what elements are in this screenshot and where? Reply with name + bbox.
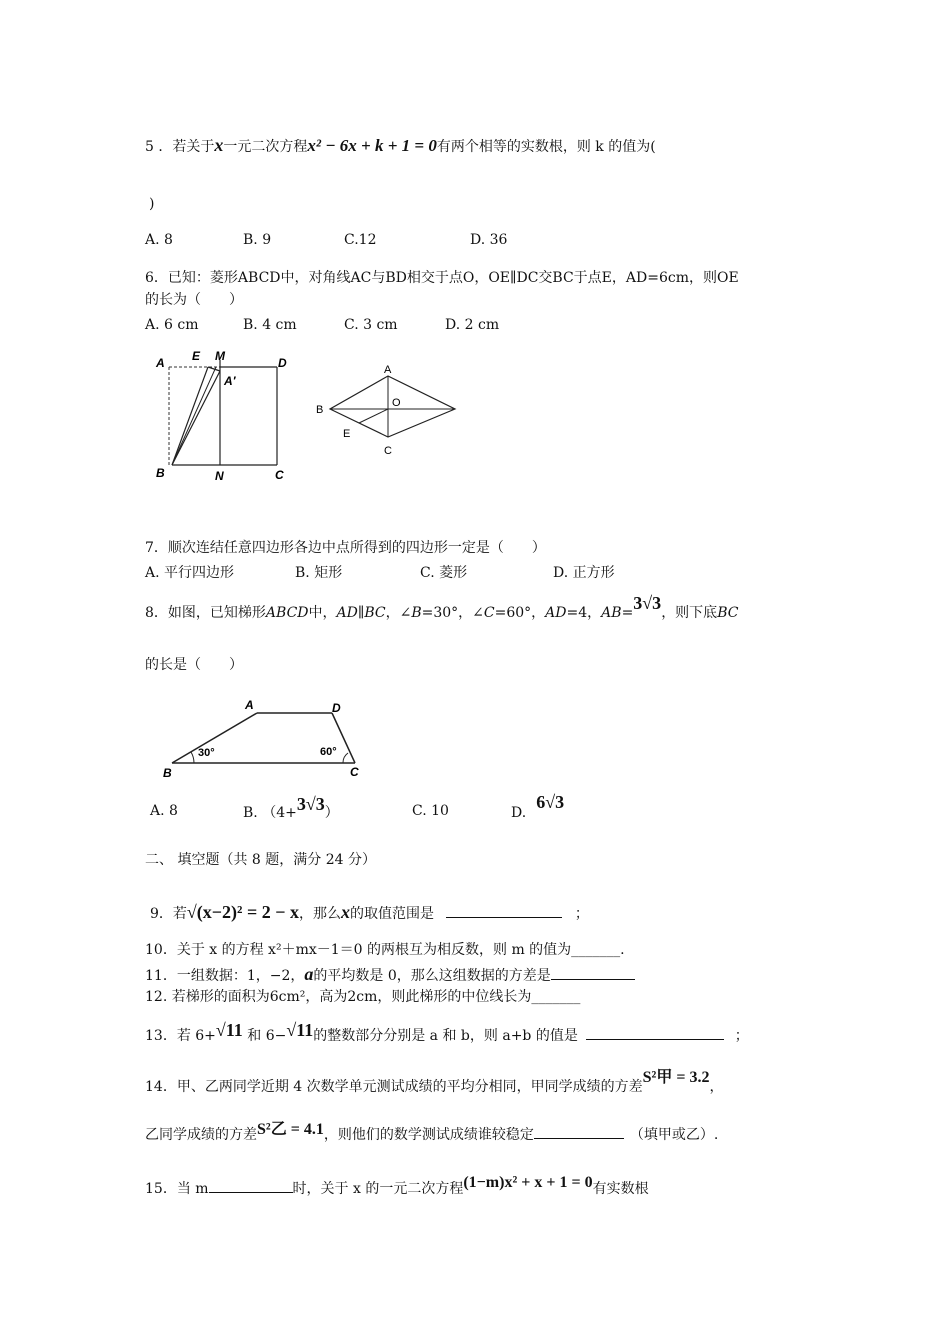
q15-equation: (1−m)x² + x + 1 = 0 [463,1174,593,1191]
q8-option-b-radical: 3√3 [296,794,325,814]
q8-text-a: 8．如图，已知梯形 [145,605,266,621]
q8-parallel: AD∥BC [336,605,386,621]
rhombus-label-o: O [392,397,401,409]
q5-var: x [214,135,224,155]
q14-text-a: 14．甲、乙两同学近期 4 次数学单元测试成绩的平均分相同，甲同学成绩的方差 [145,1079,643,1095]
q8-text-e: =60°， [494,605,546,621]
rhombus-figure [310,362,465,462]
q7-option-b: B. 矩形 [295,565,343,581]
q5-option-b: B. 9 [243,232,272,248]
q8-option-c: C. 10 [412,803,449,819]
q11-negative: − [269,968,282,984]
q14-text-d: （填甲或乙）. [629,1127,719,1143]
q13-text-a: 13．若 6+ [145,1028,216,1044]
trap-label-c: C [350,765,359,779]
q6-line2: 的长为（ ） [145,292,243,308]
q5-close-paren: ) [149,196,155,212]
q6-option-a: A. 6 cm [145,317,199,333]
q8-ad: AD [545,605,567,621]
q15-answer-blank[interactable] [209,1178,293,1193]
q7-option-d: D. 正方形 [553,565,615,581]
rhombus-label-b: B [316,404,324,416]
q13-text-d: ； [734,1028,749,1044]
q9-var: x [340,902,350,922]
q14-comma: ， [709,1079,724,1095]
q5-mid: 一元二次方程 [223,139,308,155]
q11-var: a [304,964,314,984]
q9-text-a: 9．若 [150,906,187,922]
section-2-heading: 二、 填空题（共 8 题，满分 24 分） [145,852,376,868]
rhombus-label-a: A [384,364,392,376]
q8-option-b-text: B. （4+ [243,805,297,821]
q11-answer-blank[interactable] [551,965,635,980]
q8-ab-value: 3√3 [633,593,662,613]
q8-text-d: =30°，∠ [421,605,484,621]
question-5-line [145,135,656,157]
q8-text-c: ，∠ [385,605,412,621]
q9-answer-blank[interactable] [446,903,562,918]
q13-radical-1: √11 [215,1020,243,1040]
q5-option-c: C.12 [344,232,377,248]
q11-line [145,964,635,986]
q9-line [150,902,589,924]
q11-text-a: 11．一组数据：1， [145,968,270,984]
fold-label-m: M [215,349,225,363]
q8-text-b: 中， [308,605,337,621]
q7-text: 7．顺次连结任意四边形各边中点所得到的四边形一定是（ ） [145,540,546,556]
q8-angle-b: B [411,605,422,621]
q8-option-d-letter: D. [511,805,527,821]
q15-line [145,1174,649,1199]
q6-option-d: D. 2 cm [445,317,500,333]
q8-text-g: = [621,605,634,621]
trap-angle-60: 60° [320,746,337,758]
q8-angle-c: C [483,605,495,621]
q8-option-d-radical: 6√3 [536,792,565,812]
trapezoid-figure [160,693,370,783]
q13-text-c: 的整数部分分别是 a 和 b，则 a+b 的值是 [313,1028,578,1044]
q6-line1: 6．已知：菱形ABCD中，对角线AC与BD相交于点O，OE∥DC交BC于点E，AD=6cm，则OE [145,270,739,286]
q9-text-c: 的取值范围是 [349,906,434,922]
q13-radical-2: √11 [286,1020,314,1040]
q8-option-d [511,792,565,823]
q13-answer-blank[interactable] [586,1025,724,1040]
q8-line2: 的长是（ ） [145,657,243,673]
q15-text-a: 15．当 m [145,1181,209,1197]
q9-equation: √(x−2)² = 2 − x [186,902,299,922]
fold-label-b: B [156,466,165,480]
q14-variance-yi: S²乙 = 4.1 [257,1121,324,1138]
q8-bc: BC [717,605,739,621]
q5-suffix: 有两个相等的实数根，则 k 的值为( [436,139,656,155]
trap-label-b: B [163,766,172,780]
q14-line1 [145,1069,724,1097]
q14-variance-jia: S²甲 = 3.2 [642,1069,710,1086]
rhombus-label-e: E [343,428,351,440]
q15-text-b: 时，关于 x 的一元二次方程 [292,1181,464,1197]
fold-label-n: N [215,469,224,483]
fold-figure [150,345,300,485]
q10-text: 10．关于 x 的方程 x²＋mx－1＝0 的两根互为相反数，则 m 的值为_______. [145,942,625,958]
trap-label-a: A [245,698,254,712]
fold-label-d: D [278,356,287,370]
fold-label-c: C [275,468,284,482]
q5-prefix: 5 ．若关于 [145,139,215,155]
q5-option-a: A. 8 [145,232,173,248]
q7-option-a: A. 平行四边形 [145,565,235,581]
fold-label-e: E [192,349,201,363]
q8-option-b [243,794,339,823]
q11-text-c: 的平均数是 0，那么这组数据的方差是 [313,968,551,984]
q5-option-d: D. 36 [470,232,508,248]
q6-option-c: C. 3 cm [344,317,398,333]
q13-line [145,1020,749,1046]
q11-text-b: 2， [281,968,305,984]
q6-option-b: B. 4 cm [243,317,297,333]
q14-line2 [145,1121,719,1145]
q8-abcd: ABCD [265,605,309,621]
q5-equation: x² − 6x + k + 1 = 0 [307,136,437,155]
q8-ab: AB [601,605,622,621]
q9-text-b: ，那么 [298,906,341,922]
q9-text-d: ； [574,906,589,922]
fold-label-a: A [156,356,165,370]
q14-text-c: ，则他们的数学测试成绩谁较稳定 [323,1127,534,1143]
q13-text-b: 和 6− [247,1028,287,1044]
q15-text-c: 有实数根 [592,1181,649,1197]
q7-option-c: C. 菱形 [420,565,468,581]
trap-label-d: D [332,701,341,715]
fold-label-a-prime: A′ [224,374,236,388]
q8-text-f: =4， [566,605,602,621]
trap-angle-30: 30° [198,747,215,759]
rhombus-label-c: C [384,445,392,457]
q14-answer-blank[interactable] [534,1124,624,1139]
q14-text-b: 乙同学成绩的方差 [145,1127,257,1143]
q8-option-b-close: ） [324,805,339,821]
q8-line1 [145,593,739,623]
q12-text: 12. 若梯形的面积为6cm²，高为2cm，则此梯形的中位线长为_______ [145,989,581,1005]
q8-text-h: ，则下底 [661,605,718,621]
q8-option-a: A. 8 [150,803,178,819]
